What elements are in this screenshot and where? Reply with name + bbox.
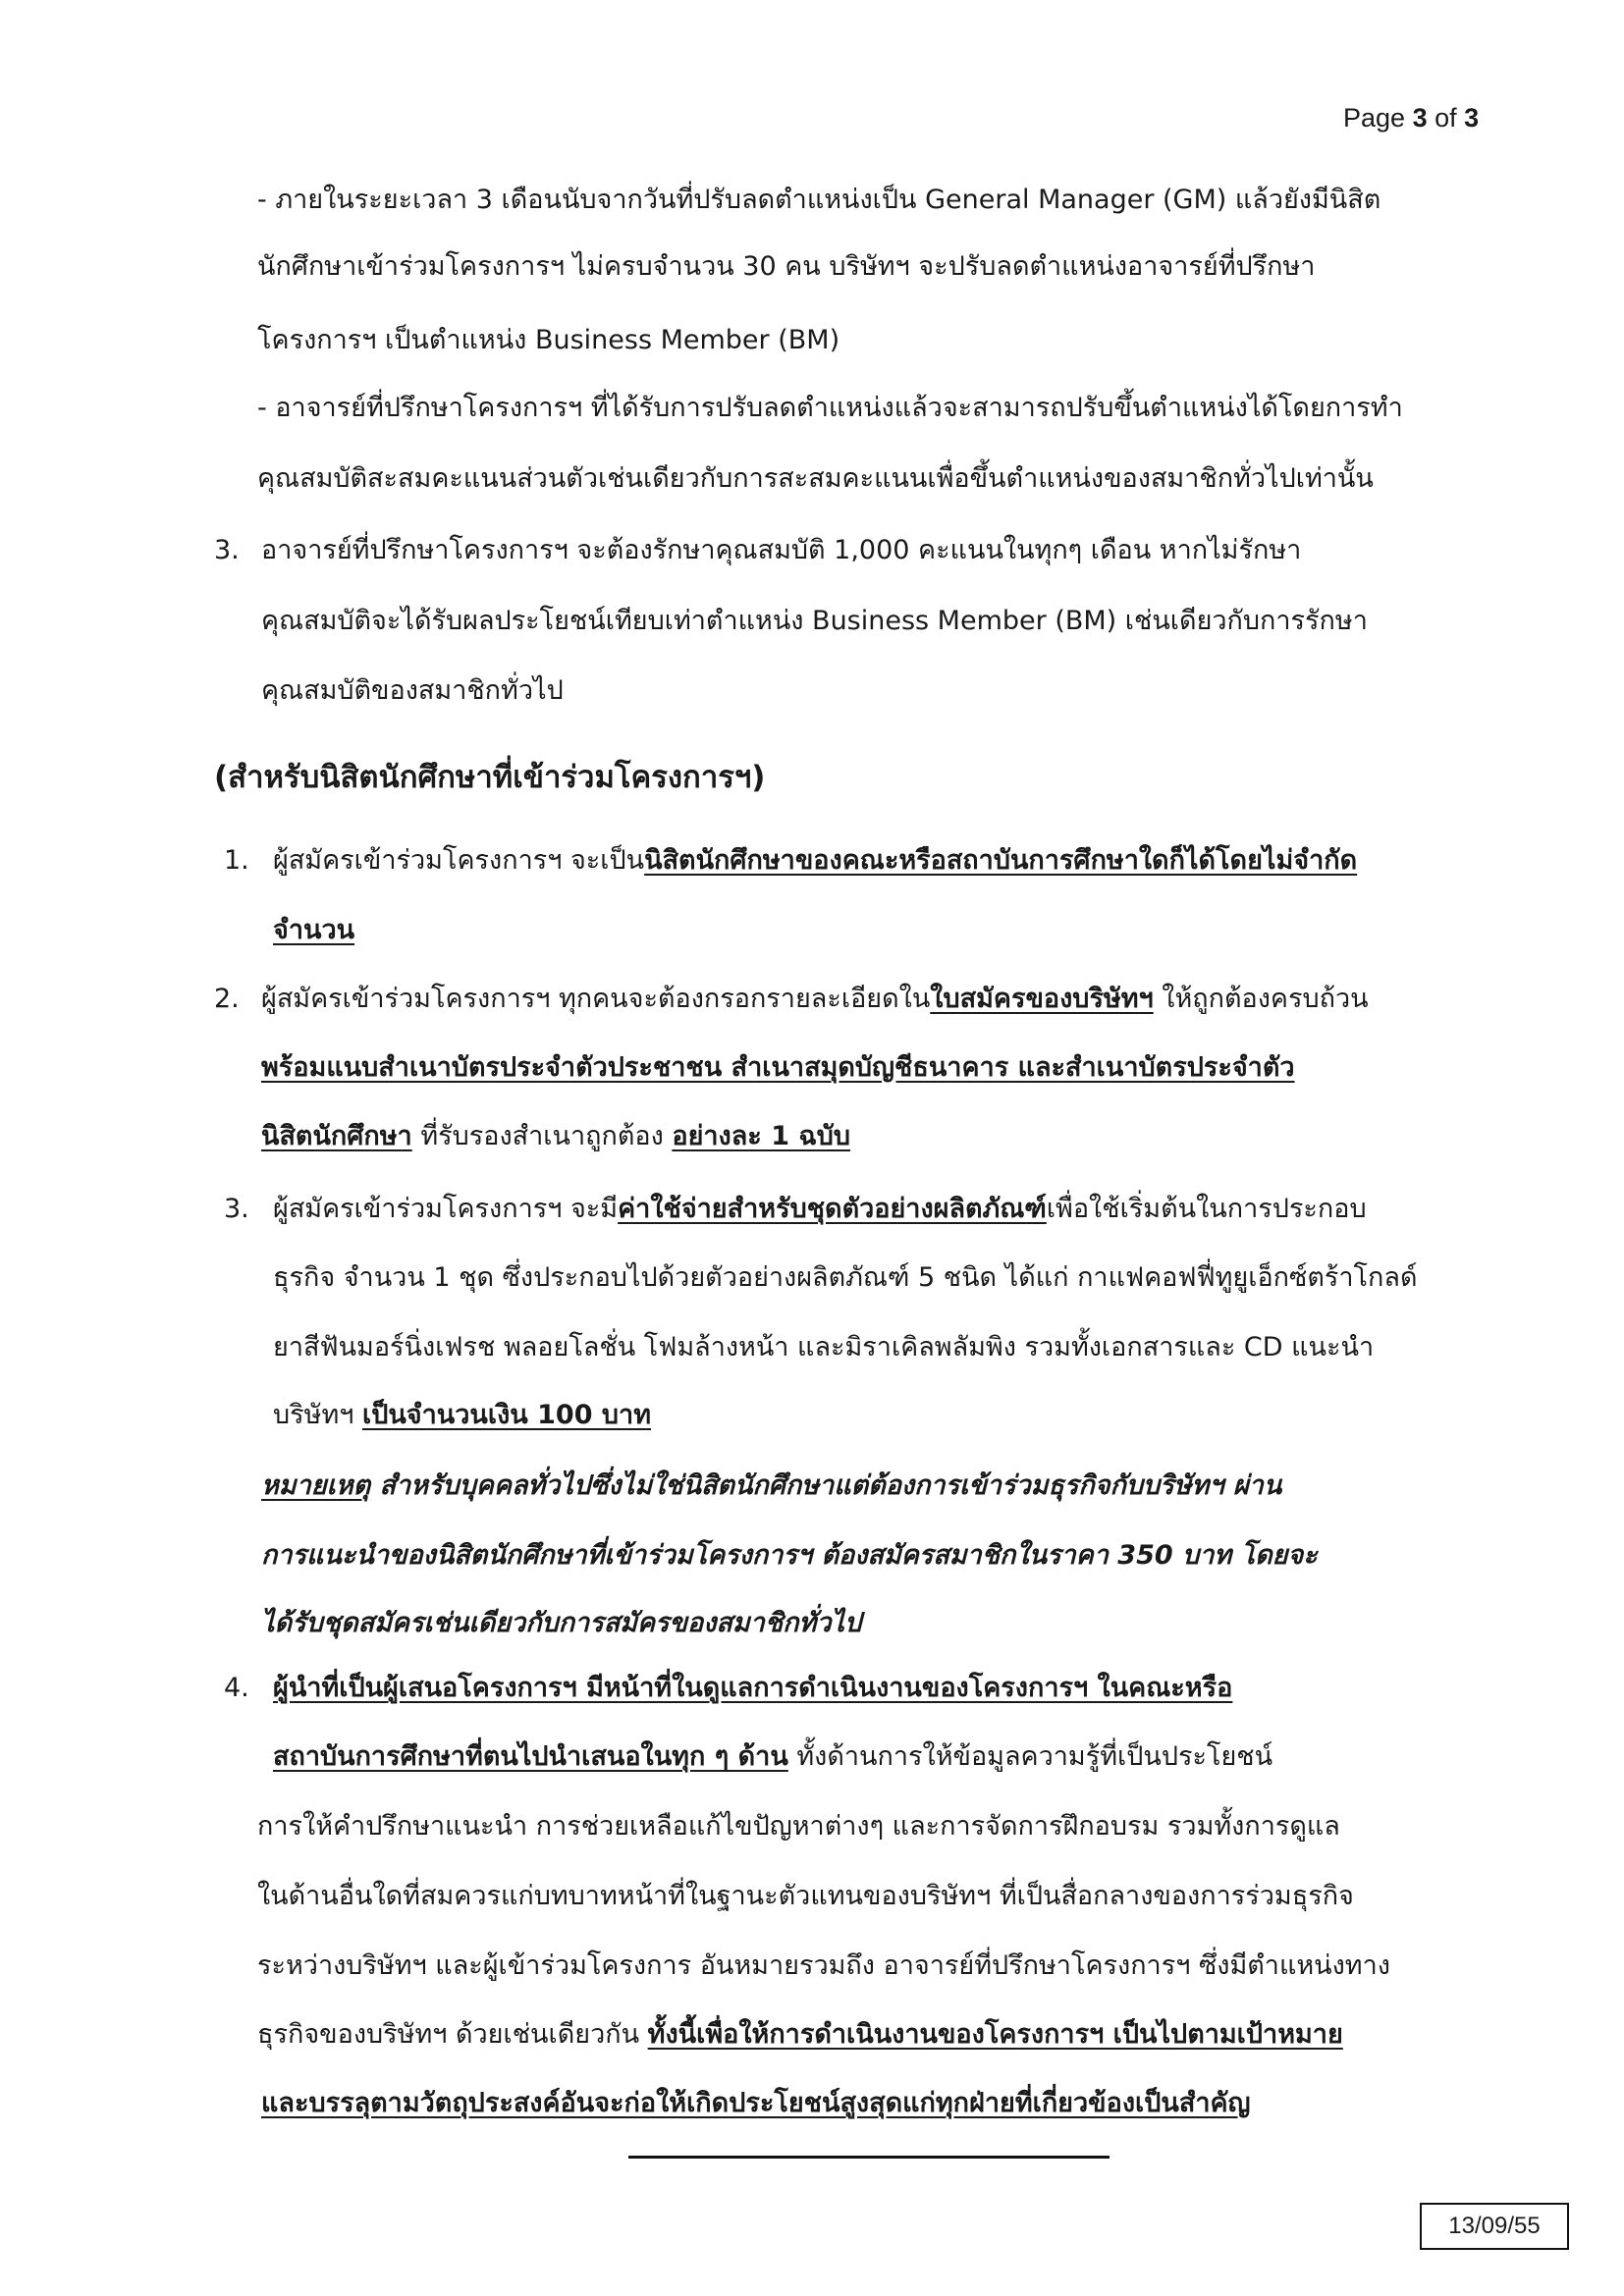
advisor-item3-line3: คุณสมบัติของสมาชิกทั่วไป bbox=[261, 675, 564, 706]
student-item1-number: 1. bbox=[224, 845, 249, 876]
student-item4-text-h: ทั้งนี้เพื่อให้การดำเนินงานของโครงการฯ เป็นไปตามเป้าหมาย bbox=[647, 2019, 1343, 2050]
student-item1-line1 bbox=[273, 841, 1357, 881]
student-item4-line7 bbox=[261, 2084, 1251, 2123]
student-item4-line3: การให้คำปรึกษาแนะนำ การช่วยเหลือแก้ไขปัญหาต่างๆ และการจัดการฝึกอบรม รวมทั้งการดูแล bbox=[257, 1811, 1340, 1842]
page-total: 3 bbox=[1464, 103, 1480, 133]
student-item4-text-g: ธุรกิจของบริษัทฯ ด้วยเช่นเดียวกัน bbox=[257, 2019, 648, 2050]
student-item3-text-c: เพื่อใช้เริ่มต้นในการประกอบ bbox=[1046, 1194, 1367, 1224]
student-item3-number: 3. bbox=[224, 1194, 249, 1224]
note-label: หมายเหตุ bbox=[261, 1470, 371, 1501]
student-item2-text-b: ใบสมัครของบริษัทฯ bbox=[930, 984, 1154, 1014]
page-prefix: Page bbox=[1343, 103, 1413, 133]
student-item4-line6 bbox=[257, 2015, 1343, 2055]
student-item1-text-c: จำนวน bbox=[273, 915, 355, 945]
page-current: 3 bbox=[1412, 103, 1428, 133]
student-item4-line1 bbox=[273, 1669, 1232, 1708]
advisor-p1-line1: - ภายในระยะเวลา 3 เดือนนับจากวันที่ปรับลดตำแหน่งเป็น General Manager (GM) แล้วยังมีนิสิต bbox=[257, 185, 1381, 215]
student-item3-line1 bbox=[273, 1190, 1367, 1229]
section-heading-students: (สำหรับนิสิตนักศึกษาที่เข้าร่วมโครงการฯ) bbox=[214, 760, 766, 795]
student-item3-text-f: บริษัทฯ bbox=[273, 1400, 362, 1430]
advisor-p1-line2: นักศึกษาเข้าร่วมโครงการฯ ไม่ครบจำนวน 30 คน บริษัทฯ จะปรับลดตำแหน่งอาจารย์ที่ปรึกษา bbox=[257, 251, 1316, 282]
student-item4-line4: ในด้านอื่นใดที่สมควรแก่บทบาทหน้าที่ในฐานะตัวแทนของบริษัทฯ ที่เป็นสื่อกลางของการร่วมธุรกิจ bbox=[257, 1881, 1354, 1911]
advisor-item3-number: 3. bbox=[214, 535, 240, 565]
student-item3-line4 bbox=[273, 1396, 651, 1435]
student-item2-line1 bbox=[261, 980, 1369, 1019]
note-line2: การแนะนำของนิสิตนักศึกษาที่เข้าร่วมโครงการฯ ต้องสมัครสมาชิกในราคา 350 บาท โดยจะ bbox=[261, 1540, 1318, 1571]
advisor-item3-line1: อาจารย์ที่ปรึกษาโครงการฯ จะต้องรักษาคุณสมบัติ 1,000 คะแนนในทุกๆ เดือน หากไม่รักษา bbox=[261, 535, 1302, 565]
student-item4-text-i: และบรรลุตามวัตถุประสงค์อันจะก่อให้เกิดประโยชน์สูงสุดแก่ทุกฝ่ายที่เกี่ยวข้องเป็นสำคัญ bbox=[261, 2088, 1251, 2118]
student-item2-text-c: ให้ถูกต้องครบถ้วน bbox=[1153, 984, 1369, 1014]
page-number bbox=[1343, 98, 1479, 137]
end-divider bbox=[628, 2156, 1110, 2159]
student-item2-text-f: ที่รับรองสำเนาถูกต้อง bbox=[411, 1121, 673, 1151]
advisor-p2-line2: คุณสมบัติสะสมคะแนนส่วนตัวเช่นเดียวกับการสะสมคะแนนเพื่อขึ้นตำแหน่งของสมาชิกทั่วไปเท่านั้น bbox=[257, 463, 1374, 494]
student-item2-line3 bbox=[261, 1117, 850, 1156]
student-item4-text-a: ผู้นำที่เป็นผู้เสนอโครงการฯ มีหน้าที่ในดูแลการดำเนินงานของโครงการฯ ในคณะหรือ bbox=[273, 1673, 1233, 1703]
student-item4-line2 bbox=[273, 1737, 1272, 1777]
student-item4-line5: ระหว่างบริษัทฯ และผู้เข้าร่วมโครงการ อันหมายรวมถึง อาจารย์ที่ปรึกษาโครงการฯ ซึ่งมีตำแหน่งทาง bbox=[257, 1950, 1390, 1981]
student-item2-text-e: นิสิตนักศึกษา bbox=[261, 1121, 412, 1151]
student-item3-line2: ธุรกิจ จำนวน 1 ชุด ซึ่งประกอบไปด้วยตัวอย่างผลิตภัณฑ์ 5 ชนิด ได้แก่ กาแฟคอฟฟี่ทูยูเอ็กซ์ตร้าโกลด์ bbox=[273, 1262, 1418, 1293]
date-box: 13/09/55 bbox=[1420, 2203, 1569, 2250]
student-item3-line3: ยาสีฟันมอร์นิ่งเฟรช พลอยโลชั่น โฟมล้างหน้า และมิราเคิลพลัมพิง รวมทั้งเอกสารและ CD แนะนำ bbox=[273, 1332, 1375, 1362]
page-of: of bbox=[1427, 103, 1465, 133]
student-item2-number: 2. bbox=[214, 984, 240, 1014]
student-item4-text-b: สถาบันการศึกษาที่ตนไปนำเสนอในทุก ๆ ด้าน bbox=[273, 1741, 788, 1772]
student-item2-text-g: อย่างละ 1 ฉบับ bbox=[672, 1121, 851, 1151]
student-item3-text-a: ผู้สมัครเข้าร่วมโครงการฯ จะมี bbox=[273, 1194, 619, 1224]
note-line3: ได้รับชุดสมัครเช่นเดียวกับการสมัครของสมาชิกทั่วไป bbox=[261, 1608, 862, 1638]
student-item1-text-a: ผู้สมัครเข้าร่วมโครงการฯ จะเป็น bbox=[273, 845, 645, 876]
advisor-p2-line1: - อาจารย์ที่ปรึกษาโครงการฯ ที่ได้รับการปรับลดตำแหน่งแล้วจะสามารถปรับขึ้นตำแหน่งได้โดยการทำ bbox=[257, 393, 1403, 423]
advisor-item3-line2: คุณสมบัติจะได้รับผลประโยชน์เทียบเท่าตำแหน่ง Business Member (BM) เช่นเดียวกับการรักษา bbox=[261, 606, 1368, 636]
student-item2-text-d: พร้อมแนบสำเนาบัตรประจำตัวประชาชน สำเนาสมุดบัญชีธนาคาร และสำเนาบัตรประจำตัว bbox=[261, 1052, 1295, 1083]
student-item1-line2 bbox=[273, 911, 354, 950]
student-item4-number: 4. bbox=[224, 1673, 249, 1703]
student-item3-text-g: เป็นจำนวนเงิน 100 บาท bbox=[361, 1400, 651, 1430]
student-item4-text-c: ทั้งด้านการให้ข้อมูลความรู้ที่เป็นประโยชน์ bbox=[787, 1741, 1273, 1772]
student-item2-text-a: ผู้สมัครเข้าร่วมโครงการฯ ทุกคนจะต้องกรอกรายละเอียดใน bbox=[261, 984, 931, 1014]
note-text-1: สำหรับบุคคลทั่วไปซึ่งไม่ใช่นิสิตนักศึกษาแต่ต้องการเข้าร่วมธุรกิจกับบริษัทฯ ผ่าน bbox=[370, 1470, 1282, 1501]
student-item1-text-b: นิสิตนักศึกษาของคณะหรือสถาบันการศึกษาใดก็ได้โดยไม่จำกัด bbox=[644, 845, 1358, 876]
student-item3-text-b: ค่าใช้จ่ายสำหรับชุดตัวอย่างผลิตภัณฑ์ bbox=[618, 1194, 1047, 1224]
note-line1 bbox=[261, 1467, 1281, 1506]
student-item2-line2 bbox=[261, 1048, 1295, 1088]
advisor-p1-line3: โครงการฯ เป็นตำแหน่ง Business Member (BM) bbox=[257, 325, 840, 355]
